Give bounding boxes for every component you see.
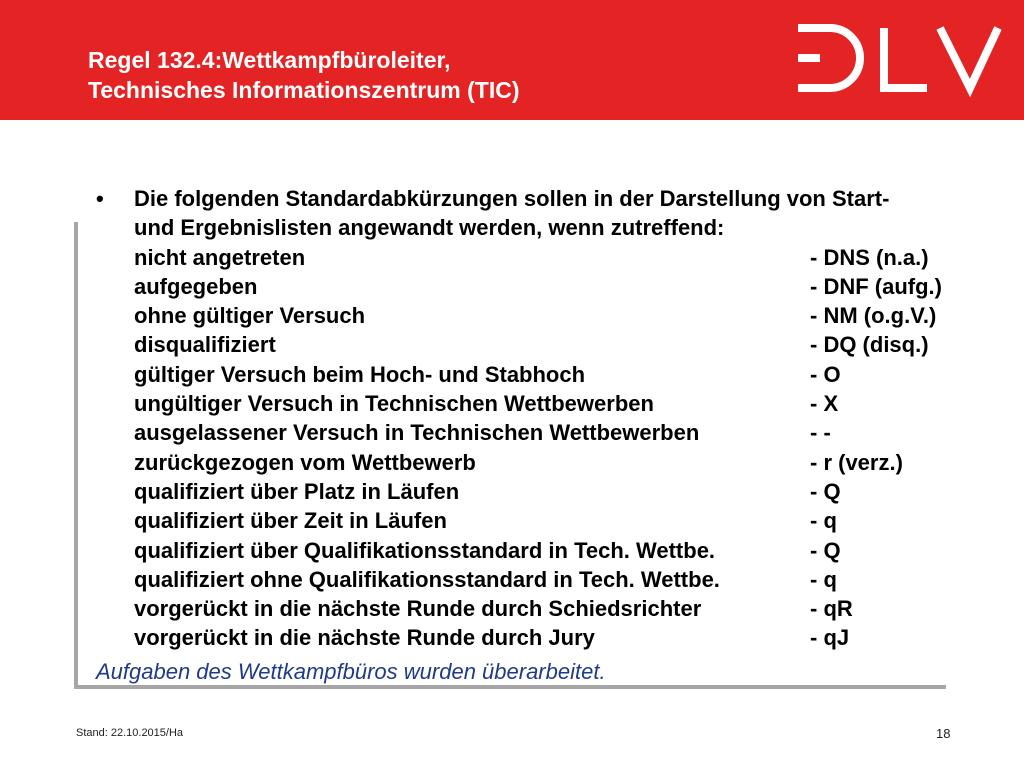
note-text: Aufgaben des Wettkampfbüros wurden überarbeitet. [96,658,606,684]
abbreviation-code: - Q [810,478,841,504]
abbreviation-row [134,594,956,623]
abbreviation-row [134,301,956,330]
bullet-point: • [96,186,104,211]
abbreviation-term: vorgerückt in die nächste Runde durch Schiedsrichter [134,596,702,622]
abbreviation-row [134,330,956,359]
slide-content [96,184,956,686]
abbreviation-code: - qR [810,596,853,622]
abbreviation-row [134,506,956,535]
abbreviation-code: - NM (o.g.V.) [810,303,937,329]
abbreviation-row [134,623,956,652]
abbreviation-term: qualifiziert über Qualifikationsstandard in Tech. Wettbe. [134,537,716,563]
abbreviation-term: ungültiger Versuch in Technischen Wettbewerben [134,391,654,417]
title-line-2: Technisches Informationszentrum (TIC) [88,77,520,103]
abbreviation-term: nicht angetreten [134,244,306,270]
abbreviation-code: - qJ [810,625,850,651]
abbreviation-row [134,565,956,594]
abbreviation-code: - - [810,420,831,446]
abbreviation-term: disqualifiziert [134,332,276,358]
abbreviation-row [134,272,956,301]
abbreviation-row [134,536,956,565]
abbreviation-code: - DNS (n.a.) [810,244,929,270]
intro-line-1: Die folgenden Standardabkürzungen sollen in der Darstellung von Start- [134,186,890,211]
abbreviation-row [134,448,956,477]
abbreviation-row [134,243,956,272]
abbreviation-code: - Q [810,537,841,563]
abbreviation-term: ausgelassener Versuch in Technischen Wettbewerben [134,420,700,446]
title-line-1: Regel 132.4:Wettkampfbüroleiter, [88,47,451,73]
abbreviation-term: vorgerückt in die nächste Runde durch Jury [134,625,595,651]
abbreviation-term: qualifiziert ohne Qualifikationsstandard in Tech. Wettbe. [134,566,720,592]
abbreviation-row [134,389,956,418]
abbreviation-code: - DQ (disq.) [810,332,929,358]
page-number: 18 [936,726,951,741]
abbreviation-code: - q [810,566,837,592]
dlv-logo [792,18,1004,98]
header-bar [0,0,1024,120]
abbreviation-list [96,243,956,653]
abbreviation-code: - q [810,508,837,534]
intro-line-2: und Ergebnislisten angewandt werden, wenn zutreffend: [134,215,725,241]
abbreviation-term: zurückgezogen vom Wettbewerb [134,449,476,475]
abbreviation-row [134,360,956,389]
abbreviation-term: qualifiziert über Platz in Läufen [134,478,460,504]
abbreviation-code: - r (verz.) [810,449,903,475]
abbreviation-term: qualifiziert über Zeit in Läufen [134,508,447,534]
abbreviation-code: - DNF (aufg.) [810,273,942,299]
footer-stand: Stand: 22.10.2015/Ha [76,727,184,739]
abbreviation-row [134,477,956,506]
abbreviation-code: - X [810,391,839,417]
abbreviation-code: - O [810,361,841,387]
frame-left-border [74,222,78,688]
abbreviation-row [134,418,956,447]
abbreviation-term: aufgegeben [134,273,258,299]
abbreviation-term: ohne gültiger Versuch [134,303,366,329]
slide-title [88,45,520,105]
abbreviation-term: gültiger Versuch beim Hoch- und Stabhoch [134,361,586,387]
